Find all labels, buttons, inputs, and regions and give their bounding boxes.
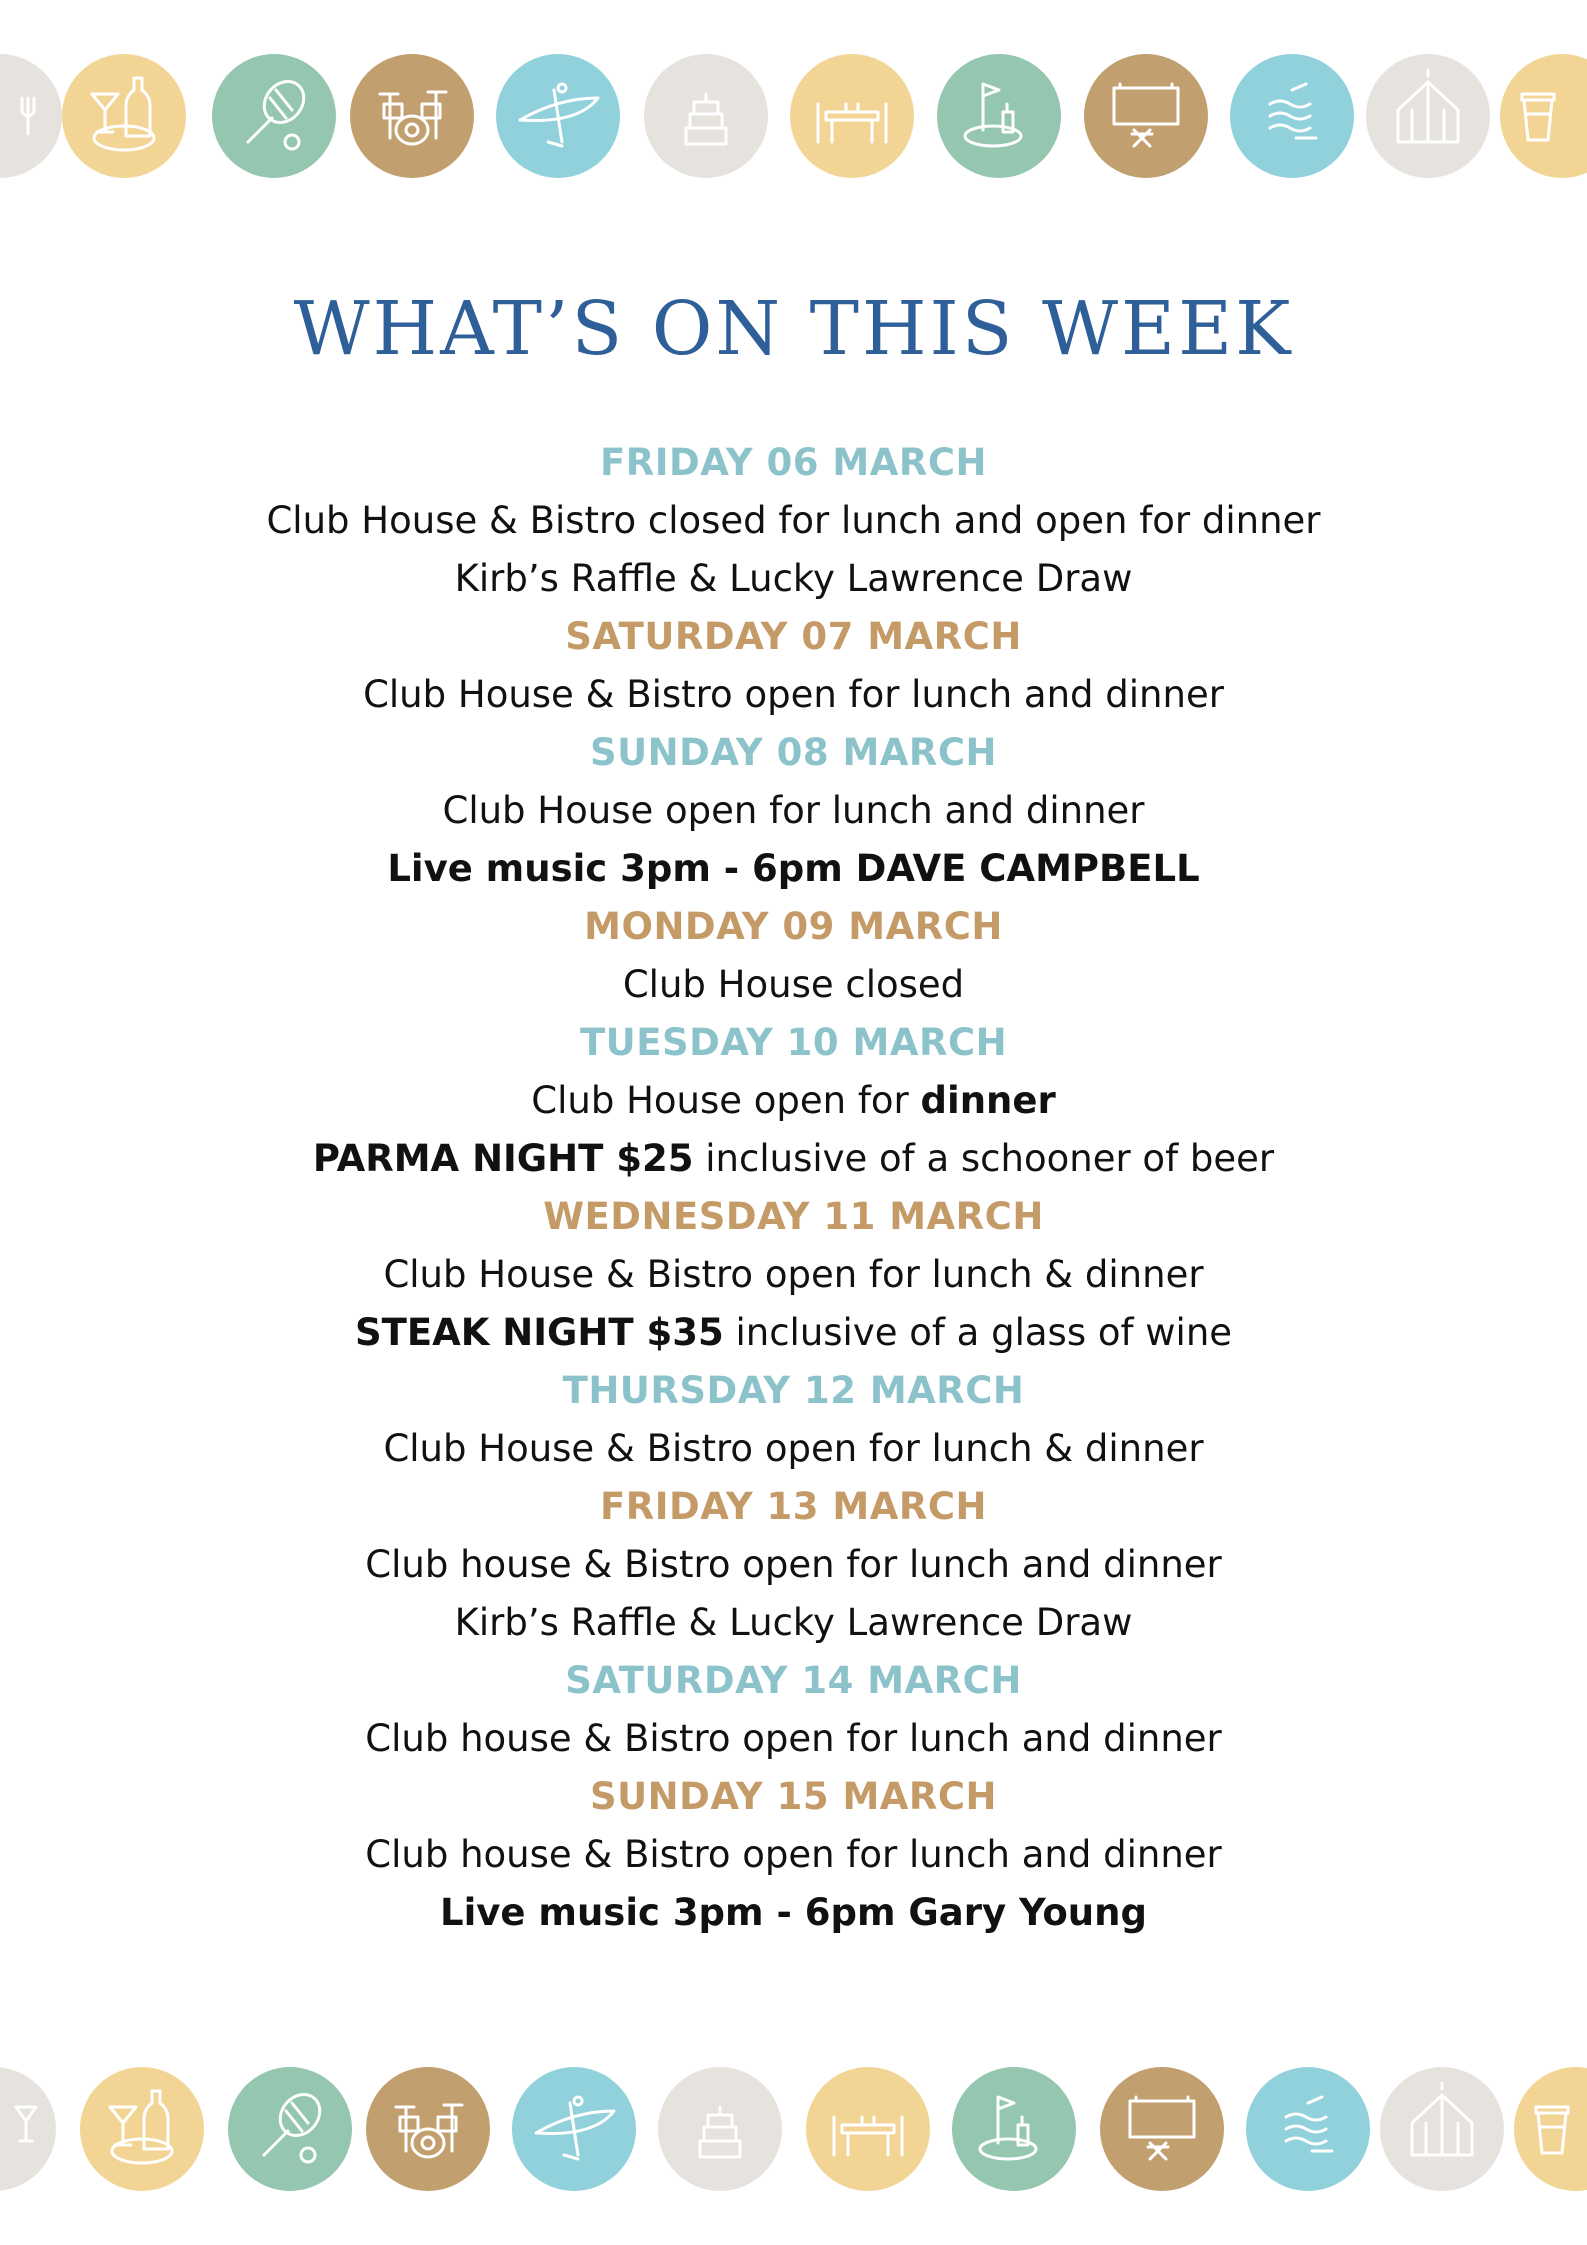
drums-icon	[366, 2067, 490, 2191]
event-line: Club House open for lunch and dinner	[442, 789, 1145, 832]
bottom-icon-row	[0, 2067, 1587, 2197]
cake-icon	[644, 54, 768, 178]
event-text: Club House open for	[531, 1079, 921, 1122]
special-line	[0, 1130, 1587, 1188]
parma-night-label: PARMA NIGHT $25	[312, 1137, 694, 1180]
top-icon-row	[0, 54, 1587, 184]
day-heading: FRIDAY 06 MARCH	[600, 441, 987, 484]
marquee-icon	[1366, 54, 1490, 178]
coffee-icon	[1500, 54, 1587, 178]
event-line: Club House & Bistro closed for lunch and open for dinner	[266, 499, 1321, 542]
event-line: Club house & Bistro open for lunch and dinner	[365, 1543, 1222, 1586]
live-music-line: Live music 3pm - 6pm Gary Young	[440, 1891, 1147, 1934]
cocktail-wine-icon	[0, 2067, 56, 2191]
day-heading: FRIDAY 13 MARCH	[600, 1485, 987, 1528]
cinema-icon	[1084, 54, 1208, 178]
cocktail-wine-icon	[80, 2067, 204, 2191]
day-heading: SATURDAY 07 MARCH	[565, 615, 1022, 658]
event-line: Kirb’s Raffle & Lucky Lawrence Draw	[454, 1601, 1133, 1644]
event-line: Club house & Bistro open for lunch and dinner	[365, 1717, 1222, 1760]
day-heading: SATURDAY 14 MARCH	[565, 1659, 1022, 1702]
drums-icon	[350, 54, 474, 178]
event-emphasis: dinner	[920, 1079, 1056, 1122]
dining-icon	[0, 54, 62, 178]
special-detail: inclusive of a glass of wine	[723, 1311, 1233, 1354]
day-heading: THURSDAY 12 MARCH	[562, 1369, 1025, 1412]
event-line: Kirb’s Raffle & Lucky Lawrence Draw	[454, 557, 1133, 600]
live-music-line: Live music 3pm - 6pm DAVE CAMPBELL	[387, 847, 1200, 890]
event-line: Club House & Bistro open for lunch and dinner	[363, 673, 1224, 716]
golf-icon	[937, 54, 1061, 178]
dining-table-icon	[806, 2067, 930, 2191]
golf-icon	[952, 2067, 1076, 2191]
marquee-icon	[1380, 2067, 1504, 2191]
special-line	[0, 1304, 1587, 1362]
kayak-icon	[512, 2067, 636, 2191]
schedule	[0, 434, 1587, 1942]
tennis-icon	[228, 2067, 352, 2191]
event-line: Club House & Bistro open for lunch & dinner	[383, 1253, 1204, 1296]
event-line: Club House closed	[622, 963, 965, 1006]
pool-icon	[1230, 54, 1354, 178]
kayak-icon	[496, 54, 620, 178]
tennis-icon	[212, 54, 336, 178]
page-title: WHAT’S ON THIS WEEK	[293, 286, 1294, 372]
cake-icon	[658, 2067, 782, 2191]
dining-table-icon	[790, 54, 914, 178]
steak-night-label: STEAK NIGHT $35	[354, 1311, 724, 1354]
cinema-icon	[1100, 2067, 1224, 2191]
day-heading: TUESDAY 10 MARCH	[579, 1021, 1008, 1064]
day-heading: WEDNESDAY 11 MARCH	[543, 1195, 1044, 1238]
event-line: Club house & Bistro open for lunch and dinner	[365, 1833, 1222, 1876]
day-heading: MONDAY 09 MARCH	[584, 905, 1003, 948]
day-heading: SUNDAY 08 MARCH	[589, 731, 998, 774]
coffee-icon	[1514, 2067, 1587, 2191]
event-line: Club House & Bistro open for lunch & dinner	[383, 1427, 1204, 1470]
special-detail: inclusive of a schooner of beer	[693, 1137, 1275, 1180]
cocktail-wine-icon	[62, 54, 186, 178]
pool-icon	[1246, 2067, 1370, 2191]
event-line	[0, 1072, 1587, 1130]
day-heading: SUNDAY 15 MARCH	[589, 1775, 998, 1818]
